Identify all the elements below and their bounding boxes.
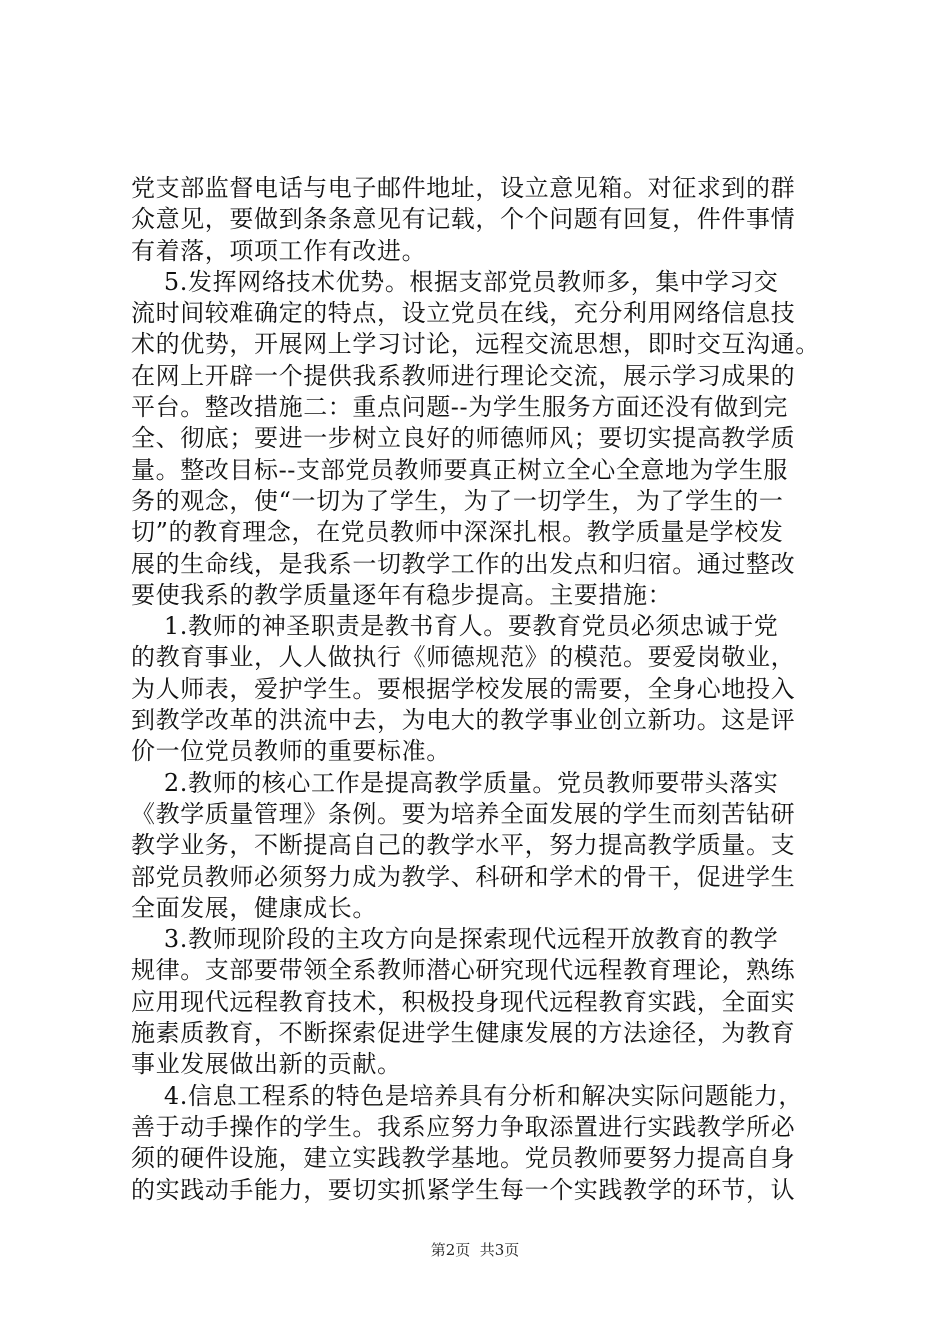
text-line: 在网上开辟一个提供我系教师进行理论交流，展示学习成果的: [131, 361, 796, 390]
text-line: 切”的教育理念，在党员教师中深深扎根。教学质量是学校发: [131, 518, 784, 547]
text-line: 善于动手操作的学生。我系应努力争取添置进行实践教学所必: [131, 1112, 796, 1141]
text-line: 众意见，要做到条条意见有记载，个个问题有回复，件件事情: [131, 205, 796, 234]
text-line: 党支部监督电话与电子邮件地址，设立意见箱。对征求到的群: [131, 174, 796, 202]
text-line: 1.教师的神圣职责是教书育人。要教育党员必须忠诚于党: [131, 612, 779, 641]
text-line: 4.信息工程系的特色是培养具有分析和解决实际问题能力，: [131, 1081, 804, 1110]
text-line: 平台。整改措施二：重点问题--为学生服务方面还没有做到完: [131, 393, 789, 422]
text-line: 的教育事业，人人做执行《师德规范》的模范。要爱岗敬业，: [131, 643, 796, 672]
text-line: 的实践动手能力，要切实抓紧学生每一个实践教学的环节，认: [131, 1175, 796, 1204]
text-line: 务的观念，使“一切为了学生，为了一切学生，为了学生的一: [131, 486, 784, 515]
page-number-footer: 第2页 共3页: [430, 1241, 520, 1259]
text-line: 应用现代远程教育技术，积极投身现代远程教育实践，全面实: [131, 987, 796, 1016]
text-line: 为人师表，爱护学生。要根据学校发展的需要，全身心地投入: [131, 674, 796, 703]
text-line: 展的生命线，是我系一切教学工作的出发点和归宿。通过整改: [131, 549, 796, 578]
body-text: [131, 173, 831, 1206]
text-line: 3.教师现阶段的主攻方向是探索现代远程开放教育的教学: [131, 925, 779, 954]
text-line: 须的硬件设施，建立实践教学基地。党员教师要努力提高自身: [131, 1144, 796, 1173]
text-line: 术的优势，开展网上学习讨论，远程交流思想，即时交互沟通。: [131, 330, 820, 359]
text-line: 全、彻底；要进一步树立良好的师德师风；要切实提高教学质: [131, 424, 796, 453]
text-line: 全面发展，健康成长。: [131, 893, 377, 922]
text-line: 2.教师的核心工作是提高教学质量。党员教师要带头落实: [131, 768, 779, 797]
text-line: 事业发展做出新的贡献。: [131, 1050, 402, 1079]
text-line: 规律。支部要带领全系教师潜心研究现代远程教育理论，熟练: [131, 956, 796, 985]
text-line: 流时间较难确定的特点，设立党员在线，充分利用网络信息技: [131, 299, 796, 328]
text-line: 要使我系的教学质量逐年有稳步提高。主要措施：: [131, 580, 673, 609]
text-line: 价一位党员教师的重要标准。: [131, 737, 451, 766]
text-line: 施素质教育，不断探索促进学生健康发展的方法途径，为教育: [131, 1019, 796, 1048]
text-line: 量。整改目标--支部党员教师要真正树立全心全意地为学生服: [131, 455, 789, 484]
text-line: 部党员教师必须努力成为教学、科研和学术的骨干，促进学生: [131, 862, 796, 891]
text-line: 教学业务，不断提高自己的教学水平，努力提高教学质量。支: [131, 831, 796, 860]
text-line: 《教学质量管理》条例。要为培养全面发展的学生而刻苦钻研: [131, 799, 796, 828]
text-line: 5.发挥网络技术优势。根据支部党员教师多，集中学习交: [131, 267, 779, 296]
text-line: 有着落，项项工作有改进。: [131, 236, 427, 265]
text-line: 到教学改革的洪流中去，为电大的教学事业创立新功。这是评: [131, 706, 796, 735]
